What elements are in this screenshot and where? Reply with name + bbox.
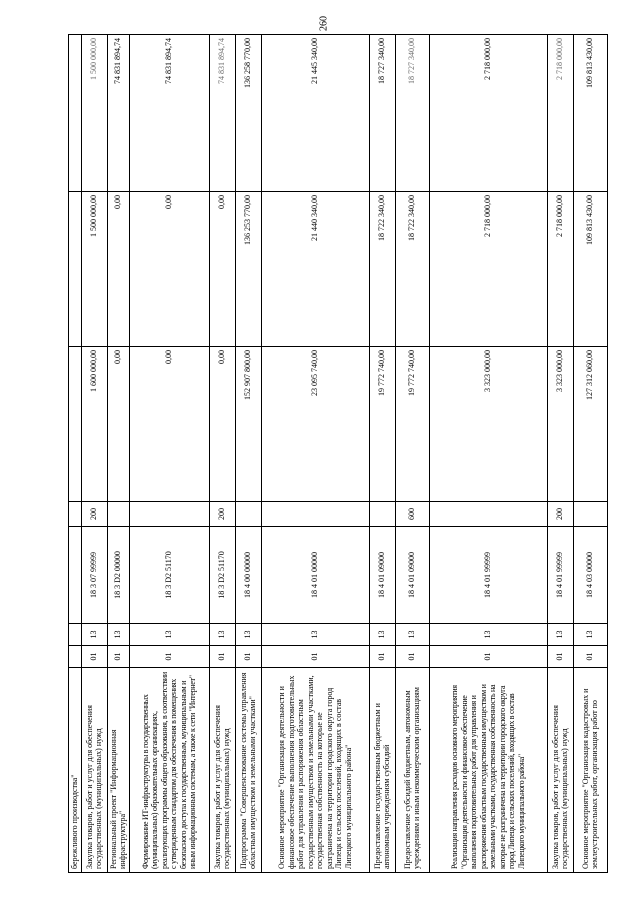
expense-type-code <box>429 502 547 527</box>
amount-year-1: 3 323 000,00 <box>547 347 573 502</box>
target-item-code: 18 4 03 00000 <box>573 527 607 624</box>
subsection-code: 13 <box>547 624 573 646</box>
expense-name: бережливого производства" <box>69 668 82 873</box>
target-item-code: 18 3 D2 51170 <box>209 527 235 624</box>
expense-name: Реализация направления расходов основного мероприятия "Организация деятельности и финансовое обеспечение выполнения подготовительных работ для управления и распоряжения областным государственным имуществом и земельными участками, государственная собственность на которые не разграничена на территории городского округа город Липецк и сельских поселений, входящих в состав Липецкого муниципального района" <box>429 668 547 873</box>
amount-year-1: 0,00 <box>129 347 209 502</box>
expense-name: Закупка товаров, работ и услуг для обеспечения государственных (муниципальных) нужд <box>547 668 573 873</box>
amount-year-2: 109 813 430,00 <box>573 192 607 347</box>
section-code: 01 <box>369 646 395 668</box>
subsection-code: 13 <box>235 624 261 646</box>
subsection-code: 13 <box>429 624 547 646</box>
amount-year-2: 18 722 340,00 <box>369 192 395 347</box>
expense-type-code: 600 <box>395 502 429 527</box>
amount-year-3: 74 831 894,74 <box>107 35 129 192</box>
section-code: 01 <box>573 646 607 668</box>
amount-year-3 <box>69 35 82 192</box>
amount-year-2: 1 500 000,00 <box>81 192 107 347</box>
section-code <box>69 646 82 668</box>
amount-year-2 <box>69 192 82 347</box>
amount-year-2: 2 718 000,00 <box>547 192 573 347</box>
amount-year-3: 18 727 340,00 <box>369 35 395 192</box>
expense-name: Предоставление субсидий бюджетным, автономным учреждениям и иным некоммерческим организациям <box>395 668 429 873</box>
subsection-code <box>69 624 82 646</box>
amount-year-3: 74 831 894,74 <box>209 35 235 192</box>
expense-name: Закупка товаров, работ и услуг для обеспечения государственных (муниципальных) нужд <box>81 668 107 873</box>
expense-name: Основное мероприятие "Организация кадастровых и землеустроительных работ, организация работ по <box>573 668 607 873</box>
section-code: 01 <box>107 646 129 668</box>
subsection-code: 13 <box>573 624 607 646</box>
amount-year-1: 0,00 <box>209 347 235 502</box>
table-row <box>107 35 129 873</box>
subsection-code: 13 <box>81 624 107 646</box>
amount-year-1: 152 907 800,00 <box>235 347 261 502</box>
expense-name: Региональный проект "Информационная инфраструктура" <box>107 668 129 873</box>
expense-type-code <box>129 502 209 527</box>
table-row <box>81 35 107 873</box>
section-code: 01 <box>547 646 573 668</box>
amount-year-2: 136 253 770,00 <box>235 192 261 347</box>
amount-year-2: 21 440 340,00 <box>261 192 369 347</box>
target-item-code: 18 4 01 99999 <box>547 527 573 624</box>
amount-year-2: 2 718 000,00 <box>429 192 547 347</box>
expense-type-code: 200 <box>547 502 573 527</box>
amount-year-2: 0,00 <box>209 192 235 347</box>
amount-year-3: 2 718 000,00 <box>547 35 573 192</box>
target-item-code: 18 4 01 99999 <box>429 527 547 624</box>
expense-type-code <box>235 502 261 527</box>
target-item-code: 18 3 D2 00000 <box>107 527 129 624</box>
amount-year-2: 18 722 340,00 <box>395 192 429 347</box>
subsection-code: 13 <box>209 624 235 646</box>
table-row <box>261 35 369 873</box>
target-item-code: 18 3 07 99999 <box>81 527 107 624</box>
target-item-code: 18 4 01 00000 <box>261 527 369 624</box>
target-item-code <box>69 527 82 624</box>
table-row <box>547 35 573 873</box>
section-code: 01 <box>81 646 107 668</box>
amount-year-1: 19 772 740,00 <box>369 347 395 502</box>
amount-year-3: 136 258 770,00 <box>235 35 261 192</box>
amount-year-1: 23 095 740,00 <box>261 347 369 502</box>
expense-type-code: 200 <box>209 502 235 527</box>
section-code: 01 <box>395 646 429 668</box>
subsection-code: 13 <box>107 624 129 646</box>
subsection-code: 13 <box>395 624 429 646</box>
table-row <box>429 35 547 873</box>
expense-name: Закупка товаров, работ и услуг для обеспечения государственных (муниципальных) нужд <box>209 668 235 873</box>
expense-type-code <box>69 502 82 527</box>
amount-year-3: 109 813 430,00 <box>573 35 607 192</box>
expense-name: Подпрограмма "Совершенствование системы управления областным имуществом и земельными участками" <box>235 668 261 873</box>
expense-name: Основное мероприятие "Организация деятельности и финансовое обеспечение выполнения подготовительных работ для управления и распоряжения областным государственным имуществом и земельными участками, государственная собственность на которые не разграничена на территории городского округа город Липецк и сельских поселений, входящих в состав Липецкого муниципального района" <box>261 668 369 873</box>
table-row <box>369 35 395 873</box>
amount-year-1: 3 323 000,00 <box>429 347 547 502</box>
subsection-code: 13 <box>369 624 395 646</box>
budget-table <box>68 34 608 873</box>
table-row <box>209 35 235 873</box>
subsection-code: 13 <box>261 624 369 646</box>
expense-type-code <box>369 502 395 527</box>
table-row <box>69 35 82 873</box>
table-row <box>235 35 261 873</box>
amount-year-3: 74 831 894,74 <box>129 35 209 192</box>
subsection-code: 13 <box>129 624 209 646</box>
expense-type-code <box>107 502 129 527</box>
amount-year-3: 18 727 340,00 <box>395 35 429 192</box>
budget-table-wrapper <box>68 35 600 873</box>
amount-year-1 <box>69 347 82 502</box>
amount-year-1: 0,00 <box>107 347 129 502</box>
amount-year-3: 21 445 340,00 <box>261 35 369 192</box>
expense-type-code: 200 <box>81 502 107 527</box>
amount-year-1: 1 600 000,00 <box>81 347 107 502</box>
target-item-code: 18 4 01 09000 <box>395 527 429 624</box>
page-number: 260 <box>318 16 330 31</box>
amount-year-1: 19 772 740,00 <box>395 347 429 502</box>
rotated-page-content <box>68 35 600 873</box>
expense-name: Предоставление государственным бюджетным и автономным учреждениям субсидий <box>369 668 395 873</box>
expense-name: Формирование ИТ-инфраструктуры в государственных (муниципальных) образовательных организациях, реализующих программы общего образования, в соответствии с утвержденным стандартом для обеспечения в помещениях безопасного доступа к государственным, муниципальным и иным информационным системам, а также к сети "Интернет" <box>129 668 209 873</box>
target-item-code: 18 4 01 09000 <box>369 527 395 624</box>
table-row <box>395 35 429 873</box>
section-code: 01 <box>429 646 547 668</box>
target-item-code: 18 3 D2 51170 <box>129 527 209 624</box>
section-code: 01 <box>129 646 209 668</box>
target-item-code: 18 4 00 00000 <box>235 527 261 624</box>
table-row <box>129 35 209 873</box>
table-row <box>573 35 607 873</box>
amount-year-3: 1 500 000,00 <box>81 35 107 192</box>
amount-year-2: 0,00 <box>129 192 209 347</box>
section-code: 01 <box>261 646 369 668</box>
section-code: 01 <box>235 646 261 668</box>
section-code: 01 <box>209 646 235 668</box>
amount-year-1: 127 312 060,00 <box>573 347 607 502</box>
expense-type-code <box>573 502 607 527</box>
expense-type-code <box>261 502 369 527</box>
amount-year-3: 2 718 000,00 <box>429 35 547 192</box>
amount-year-2: 0,00 <box>107 192 129 347</box>
